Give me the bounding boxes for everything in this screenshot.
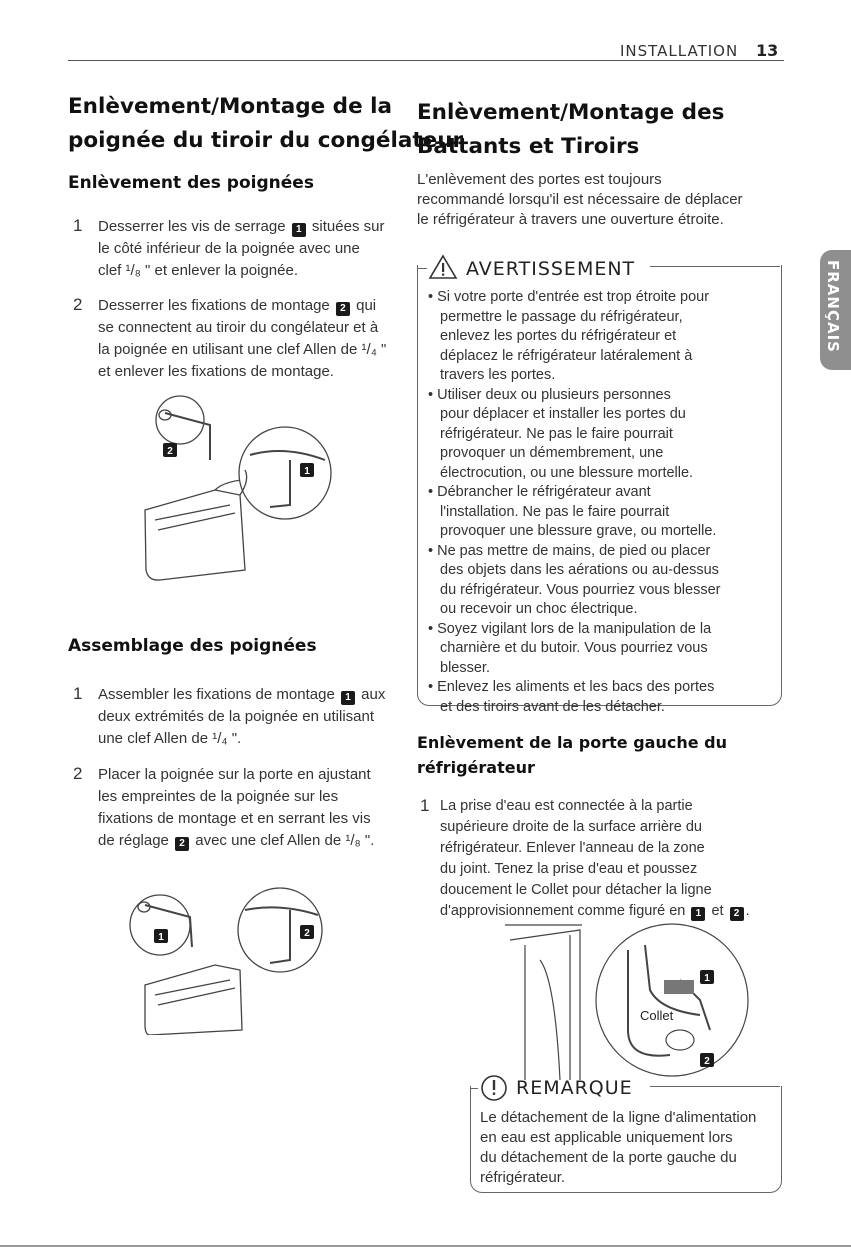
note-info-icon — [480, 1074, 508, 1102]
step-number: 2 — [73, 295, 83, 314]
warning-item: • Soyez vigilant lors de la manipulation de la charnière et du butoir. Vous pourriez vous blesser. — [428, 620, 712, 676]
step-number: 2 — [73, 764, 83, 783]
handle-assembly-figure — [120, 885, 350, 1035]
callout-badge: 1 — [341, 691, 355, 705]
step-number: 1 — [420, 796, 430, 815]
water-line-figure — [500, 920, 760, 1090]
removal-step-2: Desserrer les fixations de montage 2 qui se connectent au tiroir du congélateur et à la poignée en utilisant une clef Allen de ¹/₄ " et enlever les fixations de montage. — [98, 297, 387, 380]
callout-1-label: 1 — [704, 973, 710, 984]
warning-rule-left — [417, 268, 427, 269]
note-text: Le détachement de la ligne d'alimentation en eau est applicable uniquement lors du détachement de la porte gauche du réfrigérateur. — [480, 1109, 757, 1186]
warning-item: • Ne pas mettre de mains, de pied ou placer des objets dans les aérations ou au-dessus du réfrigérateur. Vous pourriez vous blesser ou recevoir un choc électrique. — [428, 542, 721, 617]
callout-badge: 1 — [691, 907, 705, 921]
warning-title: AVERTISSEMENT — [466, 258, 636, 280]
door-removal-step-1: La prise d'eau est connectée à la partie supérieure droite de la surface arrière du réfrigérateur. Enlever l'anneau de la zone du joint. Tenez la prise d'eau et poussez doucement le Collet pour détacher la ligne d'approvisionnement comme figuré en 1 et 2 . — [440, 798, 750, 919]
callout-badge: 2 — [336, 302, 350, 316]
removal-heading: Enlèvement des poignées — [68, 173, 314, 193]
warning-list — [428, 288, 773, 717]
step-number: 1 — [73, 684, 83, 703]
left-title: Enlèvement/Montage de la poignée du tiroir du congélateur — [68, 94, 464, 153]
warning-rule-right — [650, 266, 780, 267]
warning-item: • Enlevez les aliments et les bacs des portes et des tiroirs avant de les détacher. — [428, 679, 715, 715]
removal-step-1: Desserrer les vis de serrage 1 situées sur le côté inférieur de la poignée avec une clef ¹/₈ " et enlever la poignée. — [98, 218, 385, 279]
note-rule-right — [650, 1086, 780, 1087]
callout-badge: 2 — [175, 837, 189, 851]
handle-removal-figure — [120, 395, 350, 585]
note-rule-left — [470, 1088, 478, 1089]
running-header-section: INSTALLATION — [620, 42, 739, 60]
assembly-step-2: Placer la poignée sur la porte en ajustant les empreintes de la poignée sur les fixations de montage et en serrant les vis de réglage 2 avec une clef Allen de ¹/₈ ". — [98, 766, 375, 849]
note-title: REMARQUE — [516, 1077, 633, 1099]
callout-badge: 1 — [292, 223, 306, 237]
warning-item: • Si votre porte d'entrée est trop étroite pour permettre le passage du réfrigérateur, enlevez les portes du réfrigérateur et déplacez le réfrigérateur latéralement à travers les portes. — [428, 289, 710, 383]
language-side-tab: FRANÇAIS — [820, 250, 851, 370]
page-number: 13 — [756, 41, 779, 60]
callout-2-label: 2 — [167, 446, 173, 457]
collet-label: Collet — [640, 1008, 674, 1023]
callout-badge: 2 — [730, 907, 744, 921]
warning-triangle-icon — [428, 254, 458, 280]
door-removal-heading: Enlèvement de la porte gauche du réfrigérateur — [417, 733, 727, 777]
callout-2-label: 2 — [304, 928, 310, 939]
header-rule — [68, 60, 784, 61]
assembly-heading: Assemblage des poignées — [68, 636, 317, 656]
callout-1-label: 1 — [158, 932, 164, 943]
intro-paragraph: L'enlèvement des portes est toujours recommandé lorsqu'il est nécessaire de déplacer le réfrigérateur à travers une ouverture étroite. — [417, 171, 743, 228]
right-title: Enlèvement/Montage des Battants et Tiroirs — [417, 100, 725, 159]
step-number: 1 — [73, 216, 83, 235]
warning-item: • Débrancher le réfrigérateur avant l'installation. Ne pas le faire pourrait provoquer une blessure grave, ou mortelle. — [428, 484, 717, 539]
assembly-step-1: Assembler les fixations de montage 1 aux deux extrémités de la poignée en utilisant une clef Allen de ¹/₄ ". — [98, 686, 386, 747]
callout-2-label: 2 — [704, 1056, 710, 1067]
warning-item: • Utiliser deux ou plusieurs personnes pour déplacer et installer les portes du réfrigérateur. Ne pas le faire pourrait provoquer un démembrement, une électrocution, ou une blessure mortelle. — [428, 386, 694, 481]
callout-1-label: 1 — [304, 466, 310, 477]
